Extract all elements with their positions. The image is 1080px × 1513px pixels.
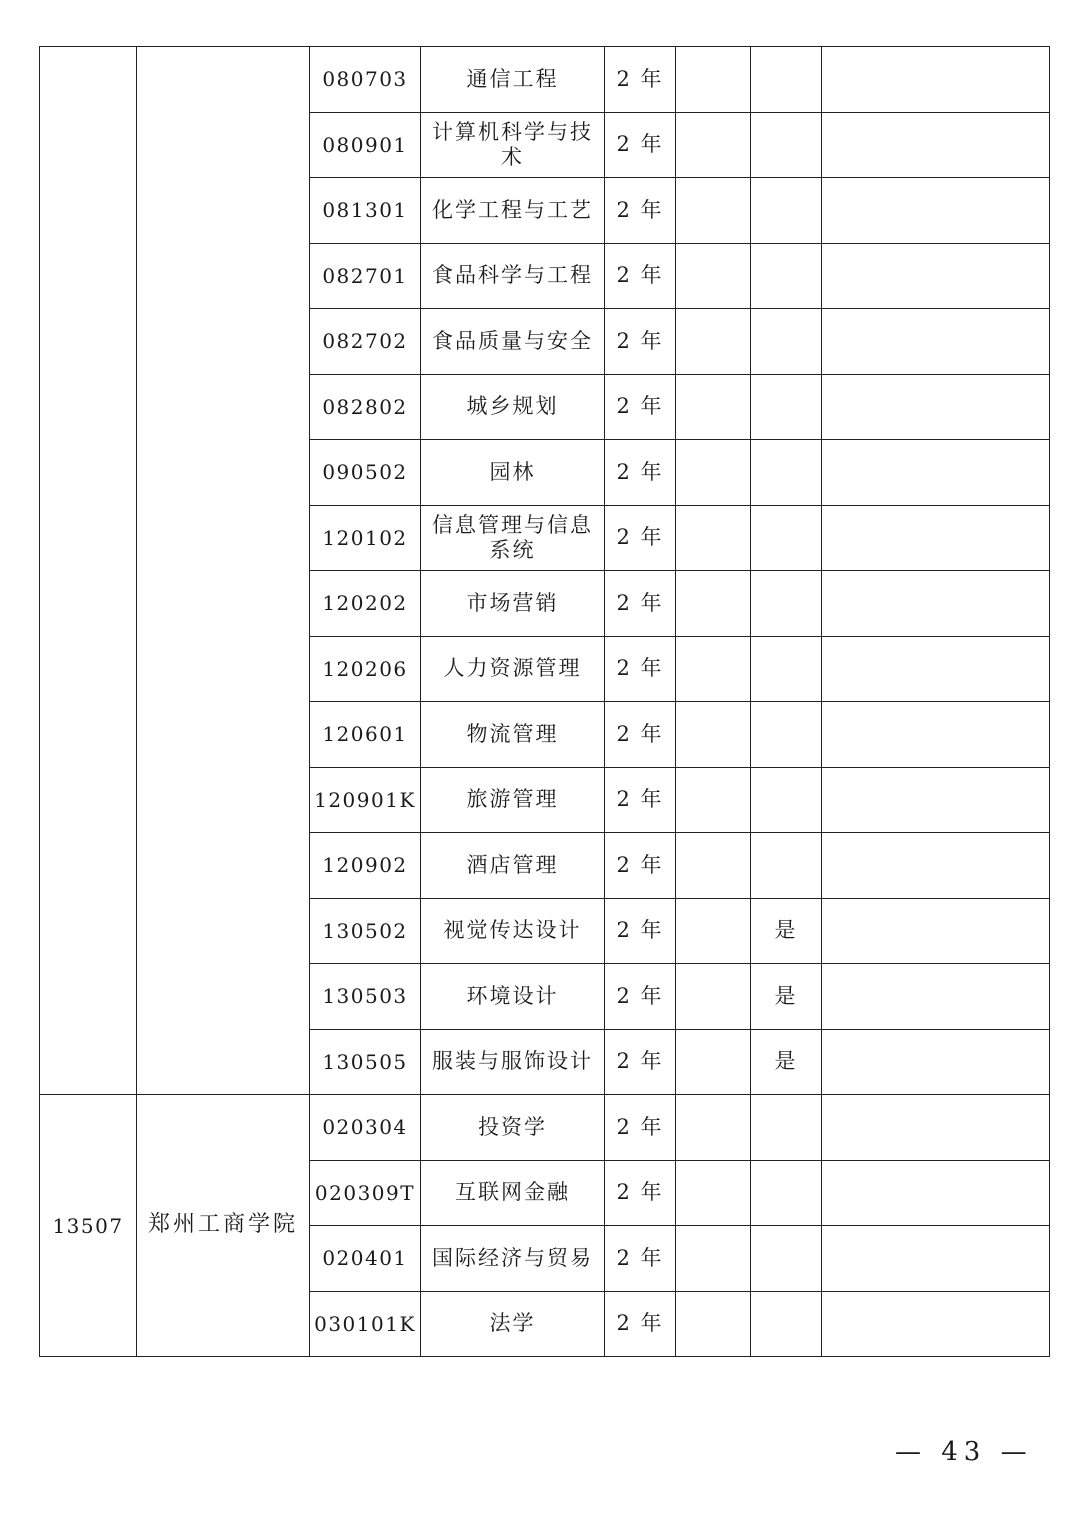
blank-cell-a: [676, 505, 751, 571]
remarks-cell: [822, 1095, 1050, 1161]
major-name-cell: 国际经济与贸易: [421, 1226, 605, 1292]
school-code-cell: [40, 47, 137, 1095]
duration-cell: 2 年: [605, 571, 676, 637]
remarks-cell: [822, 702, 1050, 768]
blank-cell-a: [676, 47, 751, 113]
remarks-cell: [822, 898, 1050, 964]
remarks-cell: [822, 833, 1050, 899]
table-row: [40, 1095, 1050, 1161]
duration-cell: 2 年: [605, 767, 676, 833]
major-name-cell: 人力资源管理: [421, 636, 605, 702]
remarks-cell: [822, 440, 1050, 506]
remarks-cell: [822, 178, 1050, 244]
blank-cell-a: [676, 243, 751, 309]
flag-cell: [751, 505, 822, 571]
duration-cell: 2 年: [605, 1160, 676, 1226]
flag-cell: [751, 636, 822, 702]
blank-cell-a: [676, 178, 751, 244]
blank-cell-a: [676, 1226, 751, 1292]
flag-cell: [751, 1291, 822, 1357]
remarks-cell: [822, 1029, 1050, 1095]
major-name-cell: 食品科学与工程: [421, 243, 605, 309]
page-number: — 43 —: [895, 1437, 1033, 1467]
blank-cell-a: [676, 636, 751, 702]
flag-cell: [751, 1095, 822, 1161]
major-name-cell: 食品质量与安全: [421, 309, 605, 375]
remarks-cell: [822, 636, 1050, 702]
duration-cell: 2 年: [605, 1226, 676, 1292]
remarks-cell: [822, 243, 1050, 309]
duration-cell: 2 年: [605, 702, 676, 768]
major-name-cell: 化学工程与工艺: [421, 178, 605, 244]
flag-cell: 是: [751, 898, 822, 964]
major-name-cell: 城乡规划: [421, 374, 605, 440]
duration-cell: 2 年: [605, 440, 676, 506]
major-code-cell: 090502: [310, 440, 421, 506]
duration-cell: 2 年: [605, 964, 676, 1030]
duration-cell: 2 年: [605, 1029, 676, 1095]
flag-cell: [751, 374, 822, 440]
remarks-cell: [822, 374, 1050, 440]
major-name-cell: 计算机科学与技术: [421, 112, 605, 178]
school-code-cell: 13507: [40, 1095, 137, 1357]
major-code-cell: 130502: [310, 898, 421, 964]
major-code-cell: 120206: [310, 636, 421, 702]
flag-cell: [751, 178, 822, 244]
flag-cell: 是: [751, 1029, 822, 1095]
major-code-cell: 082802: [310, 374, 421, 440]
remarks-cell: [822, 571, 1050, 637]
flag-cell: [751, 571, 822, 637]
blank-cell-a: [676, 374, 751, 440]
duration-cell: 2 年: [605, 636, 676, 702]
duration-cell: 2 年: [605, 47, 676, 113]
remarks-cell: [822, 1226, 1050, 1292]
remarks-cell: [822, 767, 1050, 833]
major-code-cell: 030101K: [310, 1291, 421, 1357]
major-code-cell: 020309T: [310, 1160, 421, 1226]
major-code-cell: 120902: [310, 833, 421, 899]
blank-cell-a: [676, 898, 751, 964]
major-code-cell: 020304: [310, 1095, 421, 1161]
major-name-cell: 法学: [421, 1291, 605, 1357]
major-code-cell: 082702: [310, 309, 421, 375]
duration-cell: 2 年: [605, 112, 676, 178]
major-code-cell: 020401: [310, 1226, 421, 1292]
flag-cell: [751, 767, 822, 833]
blank-cell-a: [676, 309, 751, 375]
blank-cell-a: [676, 440, 751, 506]
major-name-cell: 信息管理与信息系统: [421, 505, 605, 571]
remarks-cell: [822, 112, 1050, 178]
major-code-cell: 130503: [310, 964, 421, 1030]
blank-cell-a: [676, 1160, 751, 1226]
majors-table: [39, 46, 1050, 1357]
major-code-cell: 080901: [310, 112, 421, 178]
remarks-cell: [822, 1291, 1050, 1357]
major-code-cell: 080703: [310, 47, 421, 113]
major-code-cell: 120202: [310, 571, 421, 637]
remarks-cell: [822, 47, 1050, 113]
major-code-cell: 120901K: [310, 767, 421, 833]
duration-cell: 2 年: [605, 898, 676, 964]
major-name-cell: 市场营销: [421, 571, 605, 637]
blank-cell-a: [676, 964, 751, 1030]
school-name-cell: 郑州工商学院: [137, 1095, 310, 1357]
blank-cell-a: [676, 571, 751, 637]
duration-cell: 2 年: [605, 505, 676, 571]
flag-cell: [751, 833, 822, 899]
major-name-cell: 服装与服饰设计: [421, 1029, 605, 1095]
flag-cell: [751, 243, 822, 309]
blank-cell-a: [676, 1291, 751, 1357]
major-name-cell: 园林: [421, 440, 605, 506]
table-row: [40, 47, 1050, 113]
table-body: [40, 47, 1050, 1357]
major-name-cell: 旅游管理: [421, 767, 605, 833]
flag-cell: 是: [751, 964, 822, 1030]
major-name-cell: 物流管理: [421, 702, 605, 768]
duration-cell: 2 年: [605, 243, 676, 309]
major-name-cell: 酒店管理: [421, 833, 605, 899]
major-name-cell: 通信工程: [421, 47, 605, 113]
flag-cell: [751, 47, 822, 113]
major-code-cell: 082701: [310, 243, 421, 309]
flag-cell: [751, 1160, 822, 1226]
duration-cell: 2 年: [605, 374, 676, 440]
blank-cell-a: [676, 112, 751, 178]
blank-cell-a: [676, 1095, 751, 1161]
remarks-cell: [822, 964, 1050, 1030]
remarks-cell: [822, 505, 1050, 571]
duration-cell: 2 年: [605, 178, 676, 244]
major-name-cell: 环境设计: [421, 964, 605, 1030]
school-name-cell: [137, 47, 310, 1095]
major-code-cell: 081301: [310, 178, 421, 244]
major-code-cell: 120102: [310, 505, 421, 571]
blank-cell-a: [676, 702, 751, 768]
major-code-cell: 120601: [310, 702, 421, 768]
major-code-cell: 130505: [310, 1029, 421, 1095]
duration-cell: 2 年: [605, 1291, 676, 1357]
remarks-cell: [822, 309, 1050, 375]
blank-cell-a: [676, 833, 751, 899]
flag-cell: [751, 440, 822, 506]
blank-cell-a: [676, 1029, 751, 1095]
duration-cell: 2 年: [605, 833, 676, 899]
flag-cell: [751, 1226, 822, 1292]
duration-cell: 2 年: [605, 309, 676, 375]
duration-cell: 2 年: [605, 1095, 676, 1161]
flag-cell: [751, 112, 822, 178]
major-name-cell: 互联网金融: [421, 1160, 605, 1226]
remarks-cell: [822, 1160, 1050, 1226]
major-name-cell: 投资学: [421, 1095, 605, 1161]
flag-cell: [751, 702, 822, 768]
major-name-cell: 视觉传达设计: [421, 898, 605, 964]
flag-cell: [751, 309, 822, 375]
blank-cell-a: [676, 767, 751, 833]
